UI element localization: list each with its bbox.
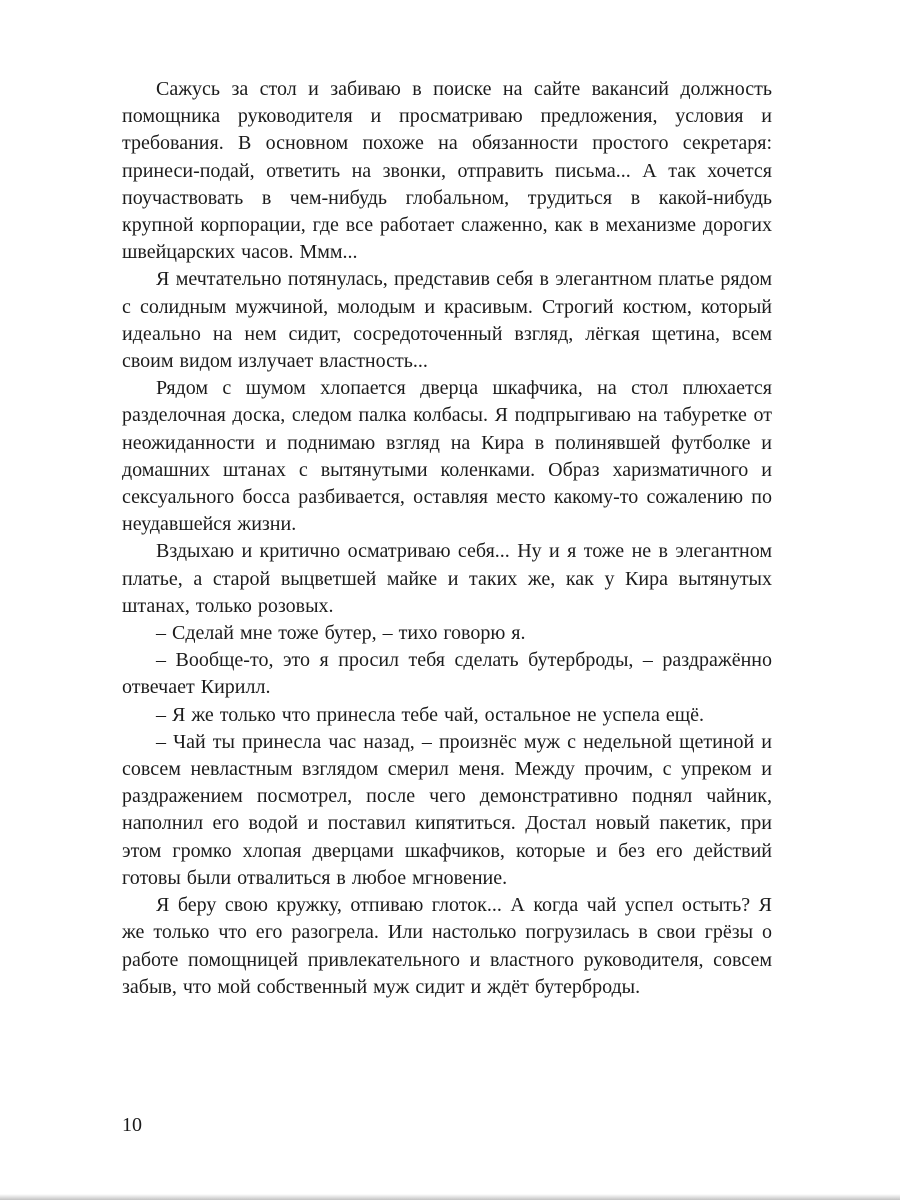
page-text-block (122, 76, 772, 1001)
page-number: 10 (122, 1114, 142, 1136)
paragraph-dialogue: – Сделай мне тоже бутер, – тихо говорю я. (156, 622, 526, 645)
paragraph: Вздыхаю и критично осматриваю себя... Ну и я тоже не в элегантном платье, а старой выцветшей майке и таких же, как у Кира вытянутых штанах, только розовых. (122, 540, 772, 617)
paragraph-dialogue: – Чай ты принесла час назад, – произнёс муж с недельной щетиной и совсем невластным взглядом смерил меня. Между прочим, с упреком и раздражением посмотрел, после чего демонстративно поднял чайник, наполнил его водой и поставил кипятиться. Достал новый пакетик, при этом громко хлопая дверцами шкафчиков, которые и без его действий готовы были отвалиться в любое мгновение. (122, 730, 772, 889)
paragraph: Я мечтательно потянулась, представив себя в элегантном платье рядом с солидным мужчиной, молодым и красивым. Строгий костюм, который идеально на нем сидит, сосредоточенный взгляд, лёгкая щетина, всем своим видом излучает властность... (122, 268, 772, 373)
paragraph-dialogue: – Я же только что принесла тебе чай, остальное не успела ещё. (156, 703, 704, 726)
paragraph-dialogue: – Вообще-то, это я просил тебя сделать бутерброды, – раздражённо отвечает Кирилл. (122, 649, 772, 699)
paragraph: Рядом с шумом хлопается дверца шкафчика, на стол плюхается разделочная доска, следом палка колбасы. Я подпрыгиваю на табуретке от неожиданности и поднимаю взгляд на Кира в полинявшей футболке и домашних штанах с вытянутыми коленками. Образ харизматичного и сексуального босса разбивается, оставляя место какому-то сожалению по неудавшейся жизни. (122, 377, 772, 536)
paragraph: Я беру свою кружку, отпиваю глоток... А когда чай успел остыть? Я же только что его разогрела. Или настолько погрузилась в свои грёзы о работе помощницей привлекательного и властного руководителя, совсем забыв, что мой собственный муж сидит и ждёт бутерброды. (122, 894, 772, 998)
page-edge-shadow (0, 1194, 900, 1200)
paragraph: Сажусь за стол и забиваю в поиске на сайте вакансий должность помощника руководителя и просматриваю предложения, условия и требования. В основном похоже на обязанности простого секретаря: принеси-подай, ответить на звонки, отправить письма... А так хочется поучаствовать в чем-нибудь глобальном, трудиться в какой-нибудь крупной корпорации, где все работает слаженно, как в механизме дорогих швейцарских часов. Ммм... (122, 78, 772, 264)
